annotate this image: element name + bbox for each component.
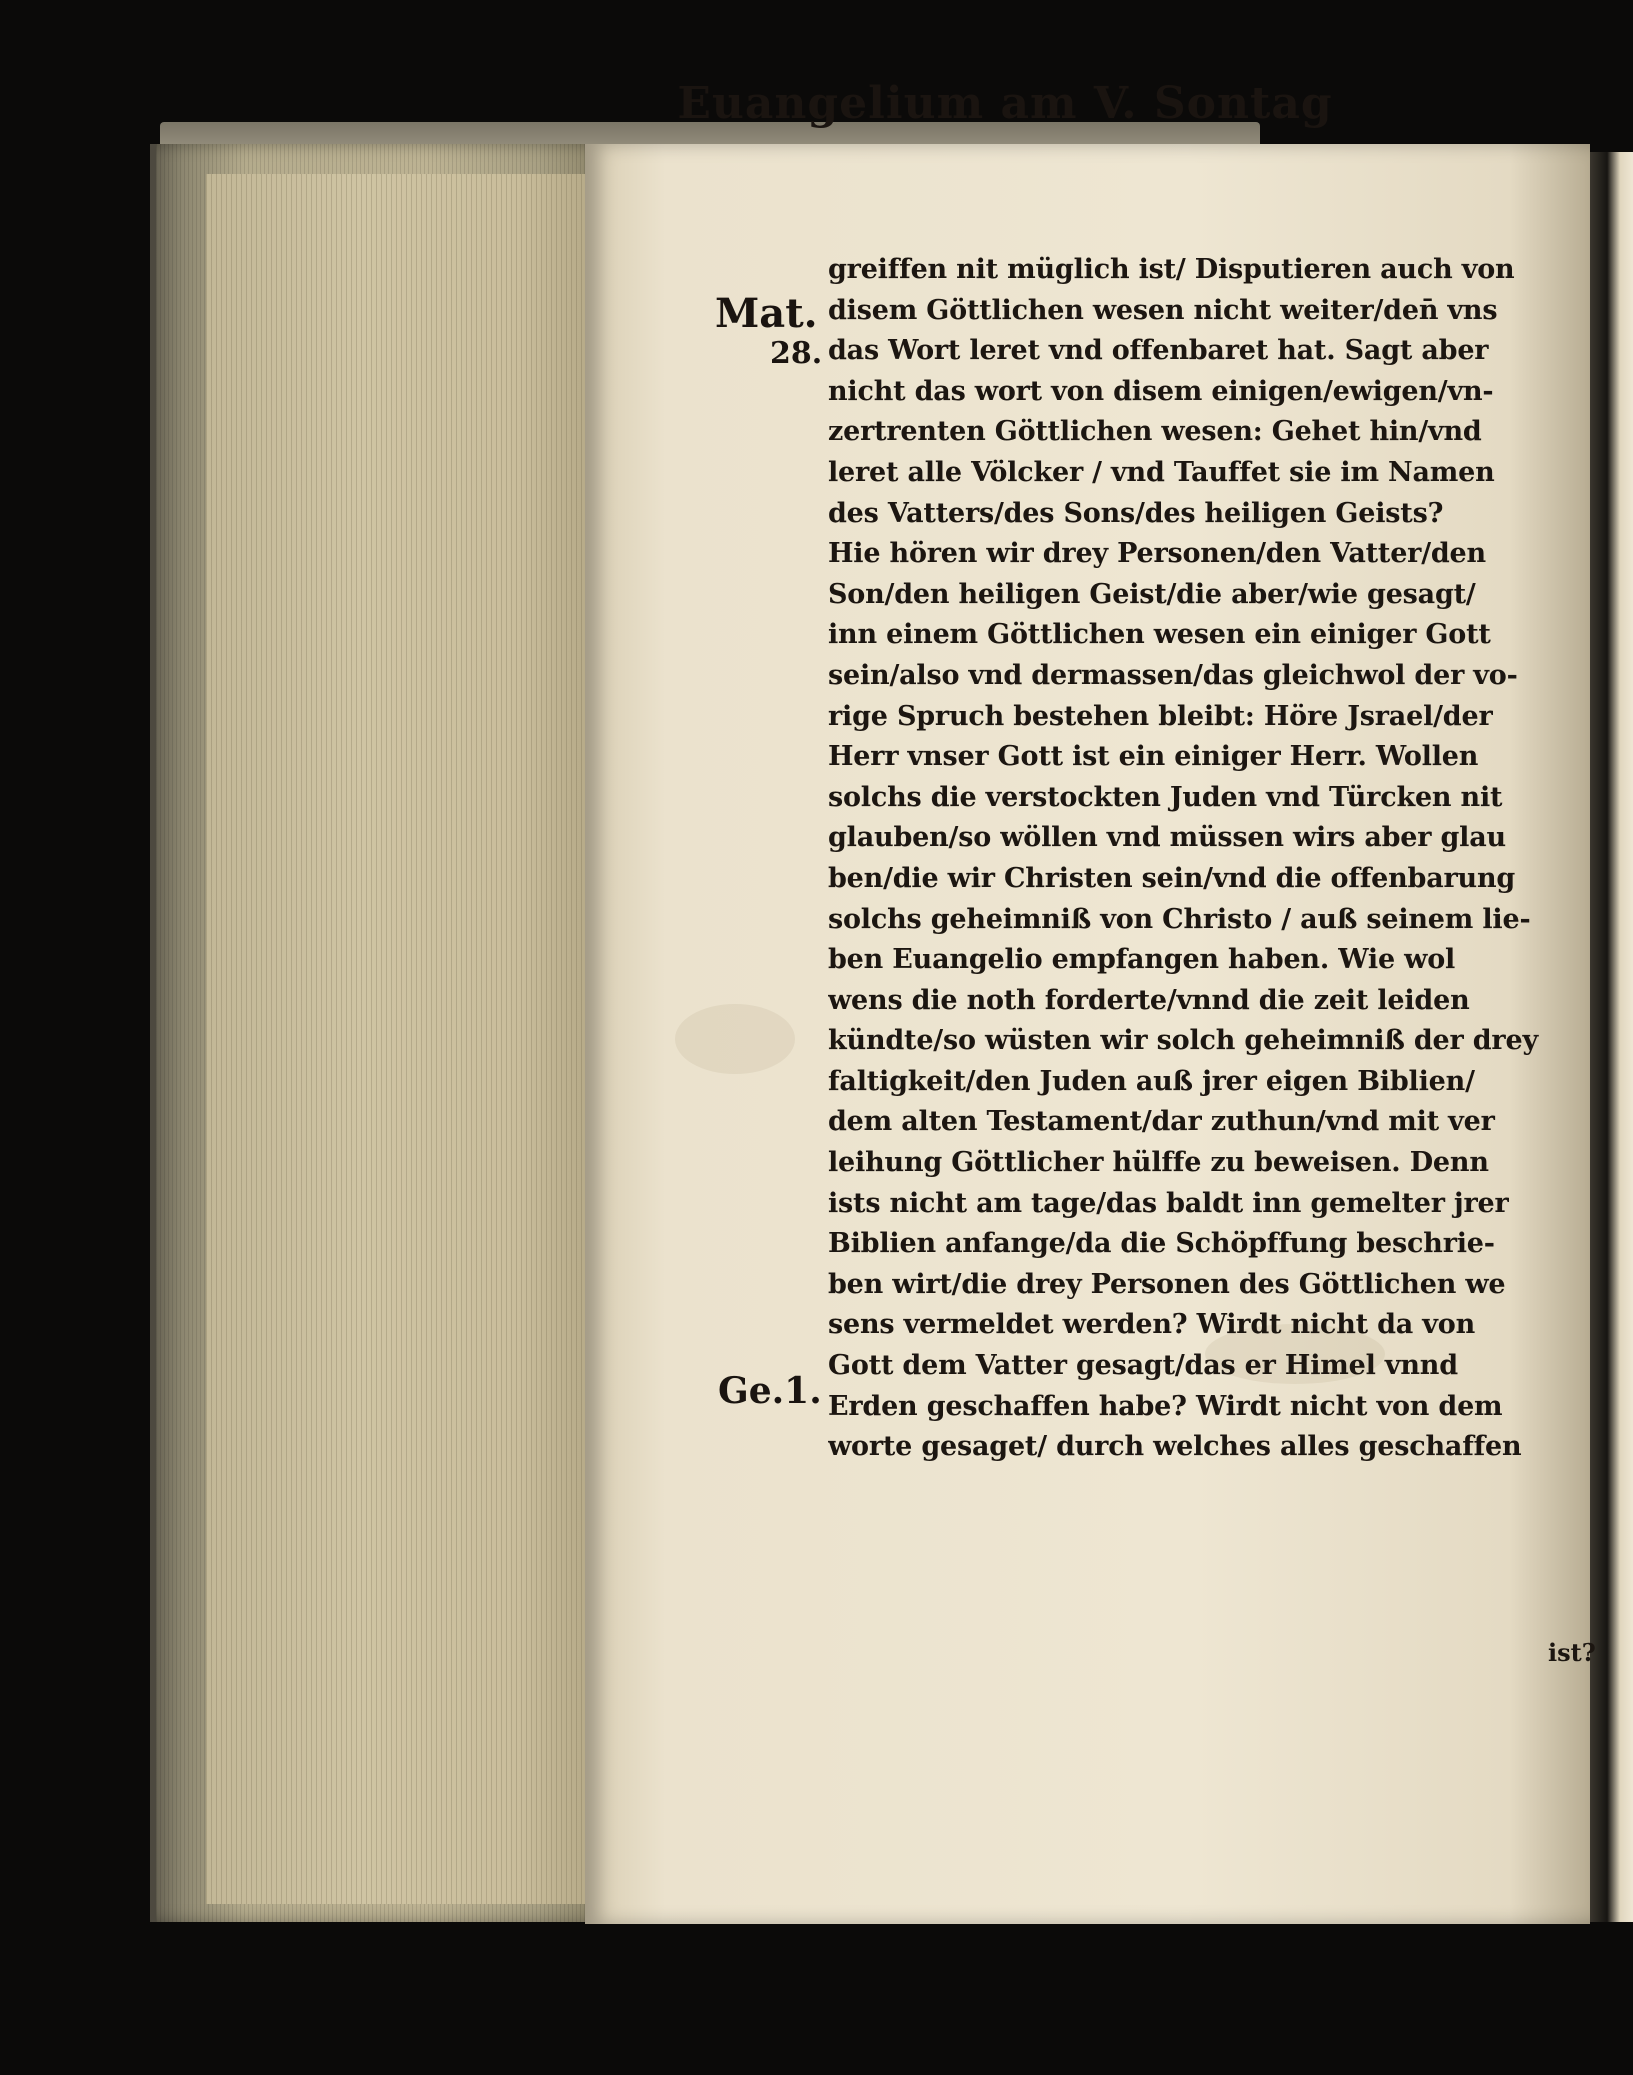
gutter	[1590, 152, 1633, 1922]
text-line: dem alten Testament/dar zuthun/vnd mit ver	[828, 1106, 1495, 1138]
text-line: Biblien anfange/da die Schöpffung beschrie-	[828, 1228, 1495, 1260]
text-line: leret alle Völcker / vnd Tauffet sie im Namen	[828, 456, 1495, 488]
text-line: inn einem Göttlichen wesen ein einiger Gott	[828, 619, 1491, 651]
text-line: solchs geheimniß von Christo / auß seinem lie-	[828, 903, 1531, 935]
text-line: Gott dem Vatter gesagt/das er Himel vnnd	[828, 1350, 1458, 1382]
text-line: kündte/so wüsten wir solch geheimniß der drey	[828, 1025, 1538, 1057]
text-line: nicht das wort von disem einigen/ewigen/vn-	[828, 375, 1494, 407]
text-line: ists nicht am tage/das baldt inn gemelter jrer	[828, 1187, 1509, 1219]
text-line: faltigkeit/den Juden auß jrer eigen Biblien/	[828, 1065, 1475, 1097]
text-line: wens die noth forderte/vnnd die zeit leiden	[828, 984, 1470, 1016]
text-line: rige Spruch bestehen bleibt: Höre Jsrael/der	[828, 700, 1493, 732]
text-line: ben/die wir Christen sein/vnd die offenbarung	[828, 862, 1516, 894]
page-block-edge	[150, 144, 606, 1922]
text-line: ben Euangelio empfangen haben. Wie wol	[828, 944, 1456, 976]
text-line: disem Göttlichen wesen nicht weiter/den̄ vns	[828, 294, 1498, 326]
margin-note-mat	[715, 290, 818, 337]
text-line: Hie hören wir drey Personen/den Vatter/den	[828, 538, 1486, 570]
text-line: sein/also vnd dermassen/das gleichwol der vo-	[828, 659, 1518, 691]
text-line: worte gesaget/ durch welches alles geschaffen	[828, 1431, 1522, 1463]
text-line: glauben/so wöllen vnd müssen wirs aber glau	[828, 822, 1506, 854]
margin-note-chapter	[770, 336, 822, 371]
text-line: greiffen nit müglich ist/ Disputieren auch von	[828, 254, 1515, 285]
text-line: Erden geschaffen habe? Wirdt nicht von dem	[828, 1390, 1503, 1422]
paper-stain	[675, 1004, 795, 1074]
text-line: ben wirt/die drey Personen des Göttlichen we	[828, 1268, 1506, 1300]
margin-note-line: 28.	[770, 336, 823, 371]
margin-note-line: Mat.	[715, 290, 818, 337]
text-line: des Vatters/des Sons/des heiligen Geists?	[828, 497, 1444, 529]
catchword: ist?	[1548, 1638, 1596, 1667]
body-text	[828, 250, 1588, 1468]
text-line: solchs die verstockten Juden vnd Türcken nit	[828, 781, 1503, 813]
text-line: leihung Göttlicher hülffe zu beweisen. Denn	[828, 1147, 1489, 1179]
running-header: Euangelium am V. Sontag	[677, 78, 1333, 129]
text-line: zertrenten Göttlichen wesen: Gehet hin/vnd	[828, 416, 1482, 448]
text-line: Son/den heiligen Geist/die aber/wie gesagt/	[828, 578, 1476, 610]
text-line: sens vermeldet werden? Wirdt nicht da von	[828, 1309, 1475, 1341]
page-block-fore-edge	[206, 174, 596, 1904]
margin-note-line: Ge.1.	[718, 1370, 822, 1412]
margin-note-genesis	[718, 1370, 822, 1412]
text-line: das Wort leret vnd offenbaret hat. Sagt aber	[828, 335, 1489, 367]
text-line: Herr vnser Gott ist ein einiger Herr. Wollen	[828, 741, 1479, 773]
